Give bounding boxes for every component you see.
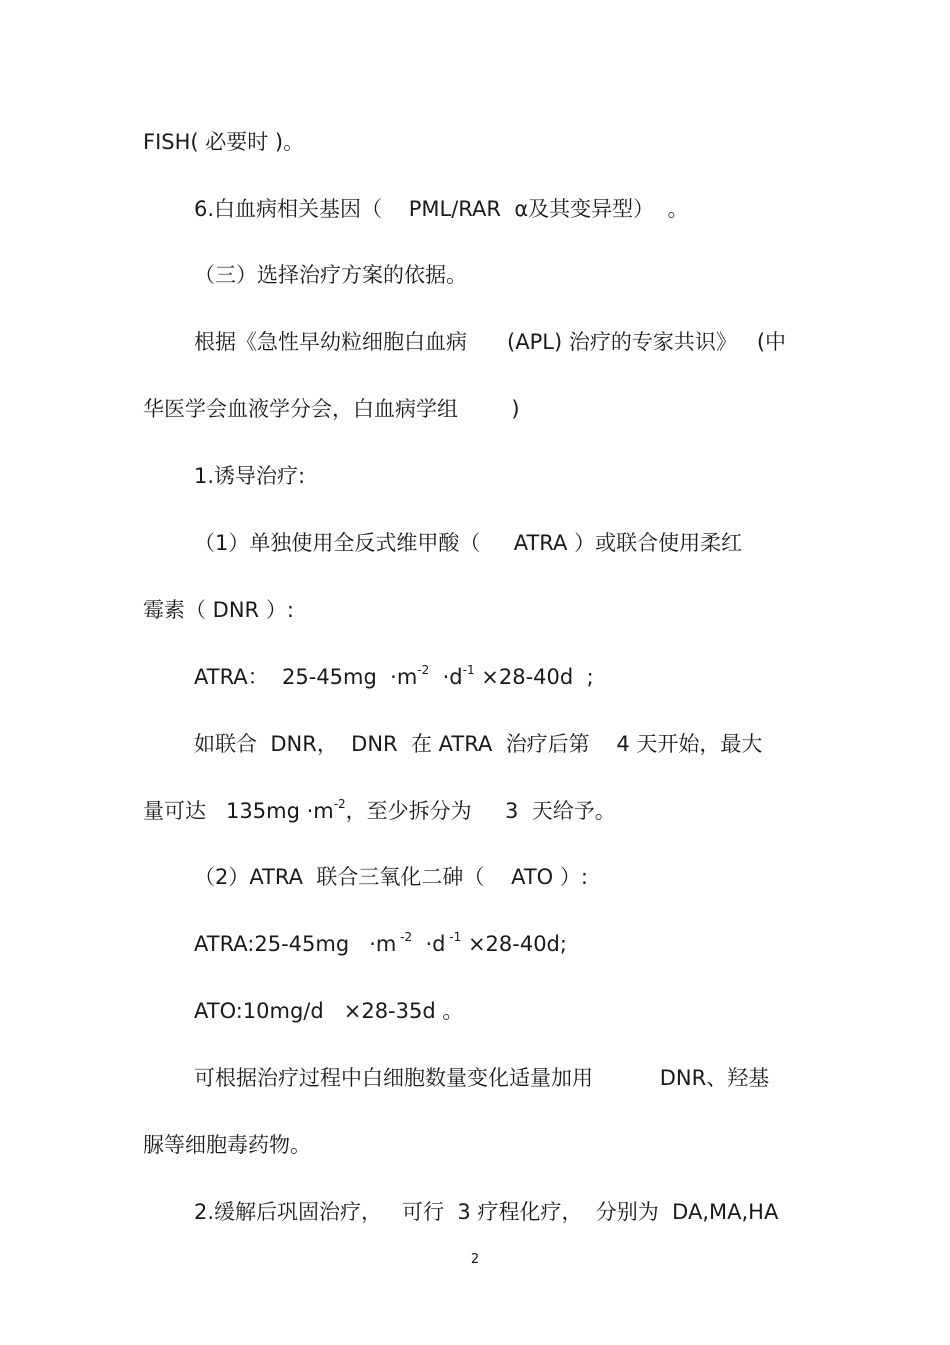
- body-text-line: 脲等细胞毒药物。: [143, 1133, 311, 1157]
- dosage-text: ×28-40d;: [461, 932, 567, 956]
- dosage-line: ATO:10mg/d ×28-35d 。: [194, 999, 464, 1023]
- dosage-text: ·d: [412, 932, 446, 956]
- subsection-heading: 1.诱导治疗:: [194, 464, 306, 488]
- body-text-line: （1）单独使用全反式维甲酸（ ATRA ）或联合使用柔红: [194, 531, 743, 555]
- body-text-line: 2.缓解后巩固治疗， 可行 3 疗程化疗， 分别为 DA,MA,HA: [194, 1200, 779, 1224]
- dosage-text: ATRA： 25-45mg ·m: [194, 665, 418, 689]
- exponent: -2: [396, 930, 413, 944]
- dosage-text: ，至少拆分为 3 天给予。: [345, 799, 616, 823]
- body-text-line: 霉素（ DNR ）:: [143, 598, 294, 622]
- body-text-line: 6.白血病相关基因（ PML/RAR α及其变异型） 。: [194, 197, 689, 221]
- exponent: -2: [417, 663, 430, 677]
- body-text-line: FISH( 必要时 )。: [143, 130, 305, 154]
- body-text-line: 华医学会血液学分会，白血病学组 ): [143, 397, 520, 421]
- body-text-line: 如联合 DNR， DNR 在 ATRA 治疗后第 4 天开始，最大: [194, 732, 763, 756]
- dosage-line: [194, 929, 567, 959]
- dosage-line: [143, 796, 616, 826]
- page-number: 2: [470, 1252, 480, 1267]
- body-text-line: 根据《急性早幼粒细胞白血病 (APL) 治疗的专家共识》 (中: [194, 330, 787, 354]
- dosage-line: [194, 662, 594, 692]
- dosage-text: 量可达 135mg ·m: [143, 799, 334, 823]
- section-heading: （三）选择治疗方案的依据。: [194, 263, 467, 287]
- dosage-text: ·d: [429, 665, 463, 689]
- dosage-text: ATRA:25-45mg ·m: [194, 932, 397, 956]
- body-text-line: 可根据治疗过程中白细胞数量变化适量加用 DNR、羟基: [194, 1066, 770, 1090]
- exponent: -1: [462, 663, 475, 677]
- body-text-line: （2）ATRA 联合三氧化二砷（ ATO ）:: [194, 865, 588, 889]
- exponent: -1: [445, 930, 462, 944]
- exponent: -2: [333, 797, 346, 811]
- dosage-text: ×28-40d ;: [474, 665, 594, 689]
